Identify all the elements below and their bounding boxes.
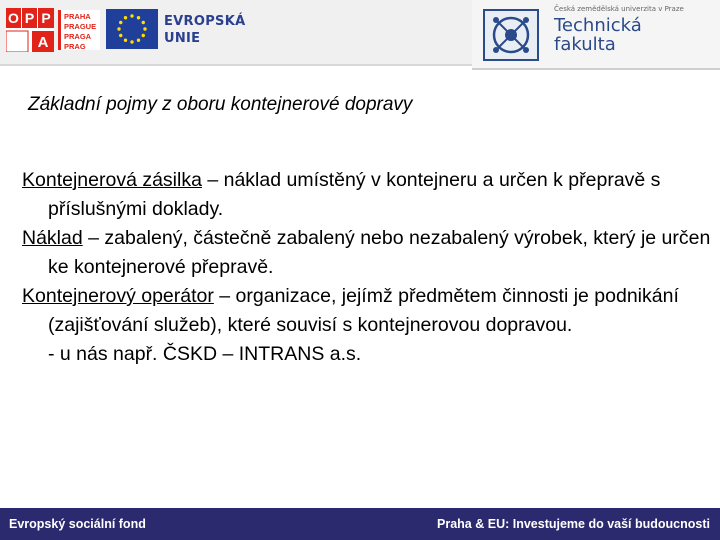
eu-star-icon [117, 27, 120, 30]
praha-word-2: PRAGUE [64, 22, 97, 31]
eu-star-icon [142, 21, 145, 24]
eu-star-icon [119, 34, 122, 37]
opp-letter-a: A [37, 34, 49, 51]
definition-2 [22, 224, 712, 282]
footer-right-text: Praha & EU: Investujeme do vaší budoucnosti [437, 517, 710, 531]
opp-letter-p1: P [24, 10, 35, 26]
eu-label-line1: EVROPSKÁ [164, 14, 246, 29]
eu-star-icon [142, 34, 145, 37]
tf-emblem-icon [480, 6, 542, 64]
eu-star-icon [137, 39, 140, 42]
example-note: - u nás např. ČSKD – INTRANS a.s. [48, 343, 362, 365]
faculty-name-line2: fakulta [554, 34, 616, 55]
eu-flag-icon [106, 9, 158, 49]
definition-1 [22, 166, 712, 224]
footer-left-text: Evropský sociální fond [9, 517, 146, 531]
opp-logo [6, 8, 54, 52]
partner-logos-band [0, 0, 472, 66]
footer [0, 508, 720, 540]
opp-letter-p2: P [41, 10, 51, 26]
definition-text: – organizace, jejímž předmětem činnosti je podnikání (zajišťování služeb), které souvisí s kontejnerovou dopravou. [48, 285, 679, 336]
eu-label [164, 13, 245, 47]
definition-3 [22, 282, 712, 340]
faculty-name [554, 16, 642, 54]
university-name: Česká zemědělská univerzita v Praze [554, 5, 684, 13]
praha-word-1: PRAHA [64, 12, 91, 21]
eu-star-icon [143, 27, 146, 30]
eu-star-icon [124, 16, 127, 19]
definition-text: – náklad umístěný v kontejneru a určen k přepravě s příslušnými doklady. [48, 169, 661, 220]
eu-star-icon [130, 14, 133, 17]
slide-content [22, 166, 712, 369]
eu-star-icon [119, 21, 122, 24]
eu-star-icon [130, 40, 133, 43]
praha-word-4: PRAG [64, 42, 86, 50]
faculty-name-line1: Technická [554, 15, 642, 36]
faculty-logo [472, 0, 720, 70]
header [0, 0, 720, 74]
eu-label-line2: UNIE [164, 31, 201, 46]
praha-word-3: PRAGA [64, 32, 92, 41]
opp-tile-corner [6, 31, 28, 52]
eu-star-icon [137, 16, 140, 19]
definition-term: Kontejnerová zásilka [22, 169, 202, 191]
slide-title: Základní pojmy z oboru kontejnerové dopravy [28, 94, 413, 115]
eu-star-icon [124, 39, 127, 42]
opp-letter-o: O [8, 10, 19, 26]
definition-term: Náklad [22, 227, 83, 249]
definition-text: – zabalený, částečně zabalený nebo nezabalený výrobek, který je určen ke kontejnerové přepravě. [48, 227, 711, 278]
praha-logo [58, 10, 100, 50]
definition-term: Kontejnerový operátor [22, 285, 214, 307]
